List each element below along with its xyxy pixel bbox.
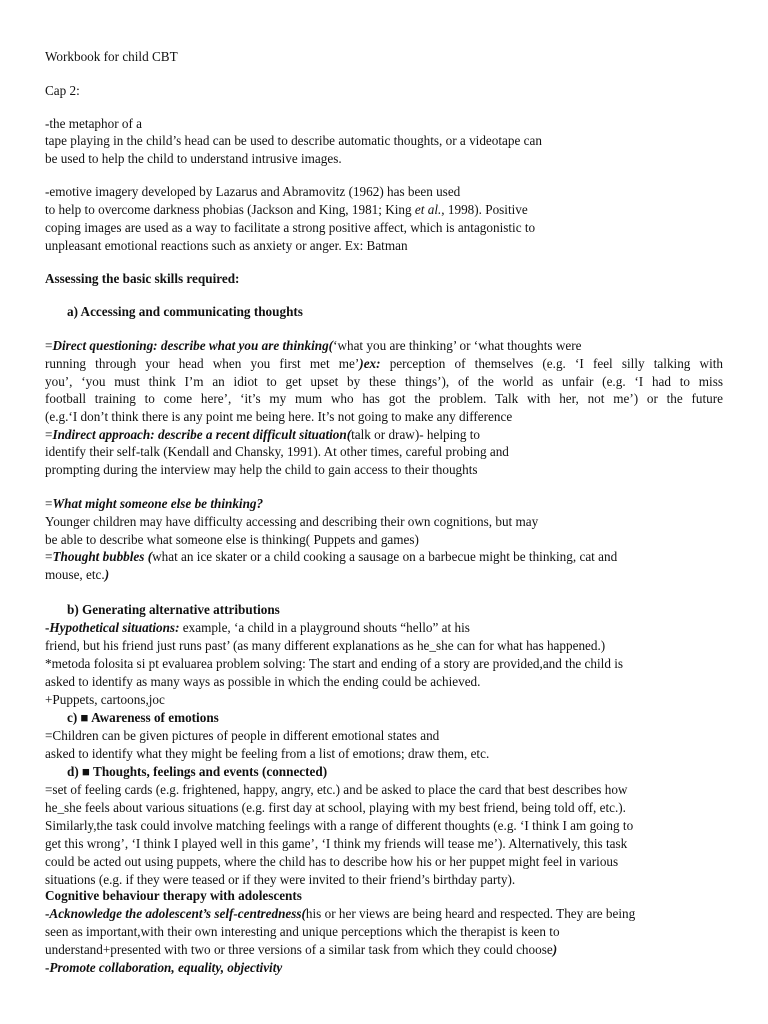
body-text: perception of themselves (e.g. ‘I feel silly talking with — [380, 356, 723, 371]
eq-mark: = — [45, 496, 53, 511]
imagery-line: coping images are used as a way to facilitate a strong positive affect, which is antagonistic to — [45, 220, 536, 235]
indirect-approach-line — [45, 427, 480, 443]
metaphor-line: -the metaphor of a — [45, 116, 143, 131]
example-label: )ex: — [359, 356, 381, 371]
body-line: friend, but his friend just runs past’ (as many different explanations as he_she can for what has happened.) — [45, 638, 606, 653]
body-line: football training to come here’, ‘it’s my mum who has got the problem. Talk with her, not me’) or the future — [45, 391, 723, 406]
thought-bubbles-label: Thought bubbles ( — [52, 549, 153, 564]
promote-line — [45, 960, 282, 976]
dash-mark: - — [45, 620, 50, 635]
body-line: Similarly,the task could involve matching feelings with a range of different thoughts (e.g. ‘I think I am going to — [45, 818, 634, 833]
imagery-line: unpleasant emotional reactions such as anxiety or anger. Ex: Batman — [45, 238, 408, 253]
dash-mark: - — [45, 906, 50, 921]
body-text: running through your head when you first met me’ — [45, 356, 360, 371]
hypothetical-line — [45, 620, 470, 636]
eq-mark: = — [45, 549, 53, 564]
body-line: +Puppets, cartoons,joc — [45, 692, 165, 707]
someone-else-line — [45, 496, 263, 512]
promote-label: Promote collaboration, equality, objectivity — [49, 960, 283, 975]
imagery-line — [45, 202, 528, 218]
hypothetical-label: Hypothetical situations: — [49, 620, 180, 635]
metaphor-line: be used to help the child to understand intrusive images. — [45, 151, 342, 166]
body-line — [45, 356, 723, 372]
body-line: be able to describe what someone else is thinking( Puppets and games) — [45, 532, 419, 547]
closing-paren: ) — [104, 567, 110, 582]
hypothetical-text: example, ‘a child in a playground shouts “hello” at his — [179, 620, 470, 635]
body-line: situations (e.g. if they were teased or if they were invited to their friend’s birthday party). — [45, 872, 516, 887]
body-line — [45, 942, 557, 958]
imagery-line: -emotive imagery developed by Lazarus and Abramovitz (1962) has been used — [45, 184, 461, 199]
acknowledge-label: Acknowledge the adolescent’s self-centredness( — [49, 906, 306, 921]
body-line: identify their self-talk (Kendall and Chansky, 1991). At other times, careful probing and — [45, 444, 509, 459]
body-line — [45, 567, 109, 583]
acknowledge-text: his or her views are being heard and respected. They are being — [305, 906, 636, 921]
body-line: asked to identify what they might be feeling from a list of emotions; draw them, etc. — [45, 746, 490, 761]
body-line: asked to identify as many ways as possible in which the ending could be achieved. — [45, 674, 481, 689]
section-c-heading: c) ■ Awareness of emotions — [67, 710, 219, 725]
body-line: prompting during the interview may help the child to gain access to their thoughts — [45, 462, 478, 477]
acknowledge-line — [45, 906, 635, 922]
someone-else-label: What might someone else be thinking? — [52, 496, 264, 511]
section-b-heading: b) Generating alternative attributions — [67, 602, 280, 617]
body-line: *metoda folosita si pt evaluarea problem solving: The start and ending of a story are provided,and the child is — [45, 656, 624, 671]
section-a-heading: a) Accessing and communicating thoughts — [67, 304, 303, 319]
body-line: seen as important,with their own interesting and unique perceptions which the therapist is keen to — [45, 924, 560, 939]
thought-bubbles-text: what an ice skater or a child cooking a sausage on a barbecue might be thinking, cat and — [152, 549, 618, 564]
body-line: you’, ‘you must think I’m an idiot to get upset by these things’), of the world as unfair (e.g. ‘I had to miss — [45, 374, 723, 389]
indirect-approach-label: Indirect approach: describe a recent difficult situation( — [52, 427, 352, 442]
direct-questioning-line — [45, 338, 581, 354]
body-line: Younger children may have difficulty accessing and describing their own cognitions, but may — [45, 514, 539, 529]
body-text: understand+presented with two or three versions of a similar task from which they could choose — [45, 942, 553, 957]
metaphor-line: tape playing in the child’s head can be used to describe automatic thoughts, or a videotape can — [45, 133, 542, 148]
dash-mark: - — [45, 960, 50, 975]
section-d-heading: d) ■ Thoughts, feelings and events (connected) — [67, 764, 328, 779]
imagery-etal: et al. — [414, 202, 442, 217]
closing-paren: ) — [552, 942, 558, 957]
eq-mark: = — [45, 338, 53, 353]
eq-mark: = — [45, 427, 53, 442]
chapter-label: Cap 2: — [45, 83, 80, 98]
imagery-text: , 1998). Positive — [441, 202, 528, 217]
assessing-heading: Assessing the basic skills required: — [45, 271, 240, 286]
adolescents-heading: Cognitive behaviour therapy with adolescents — [45, 888, 302, 903]
body-line: (e.g.‘I don’t think there is any point me being here. It’s not going to make any difference — [45, 409, 513, 424]
body-line: =Children can be given pictures of people in different emotional states and — [45, 728, 440, 743]
direct-questioning-text: ‘what you are thinking’ or ‘what thoughts were — [333, 338, 582, 353]
thought-bubbles-line — [45, 549, 617, 565]
document-title: Workbook for child CBT — [45, 49, 178, 64]
body-line: he_she feels about various situations (e.g. first day at school, playing with my best friend, being told off, etc.). — [45, 800, 626, 815]
body-text: mouse, etc. — [45, 567, 105, 582]
direct-questioning-label: Direct questioning: describe what you are thinking( — [52, 338, 334, 353]
imagery-text: to help to overcome darkness phobias (Jackson and King, 1981; King — [45, 202, 415, 217]
indirect-approach-text: talk or draw)- helping to — [351, 427, 481, 442]
body-line: =set of feeling cards (e.g. frightened, happy, angry, etc.) and be asked to place the card that best describes how — [45, 782, 628, 797]
body-line: get this wrong’, ‘I think I played well in this game’, ‘I think my friends will tease me’). Alternatively, this task — [45, 836, 628, 851]
body-line: could be acted out using puppets, where the child has to describe how his or her puppet might feel in various — [45, 854, 619, 869]
